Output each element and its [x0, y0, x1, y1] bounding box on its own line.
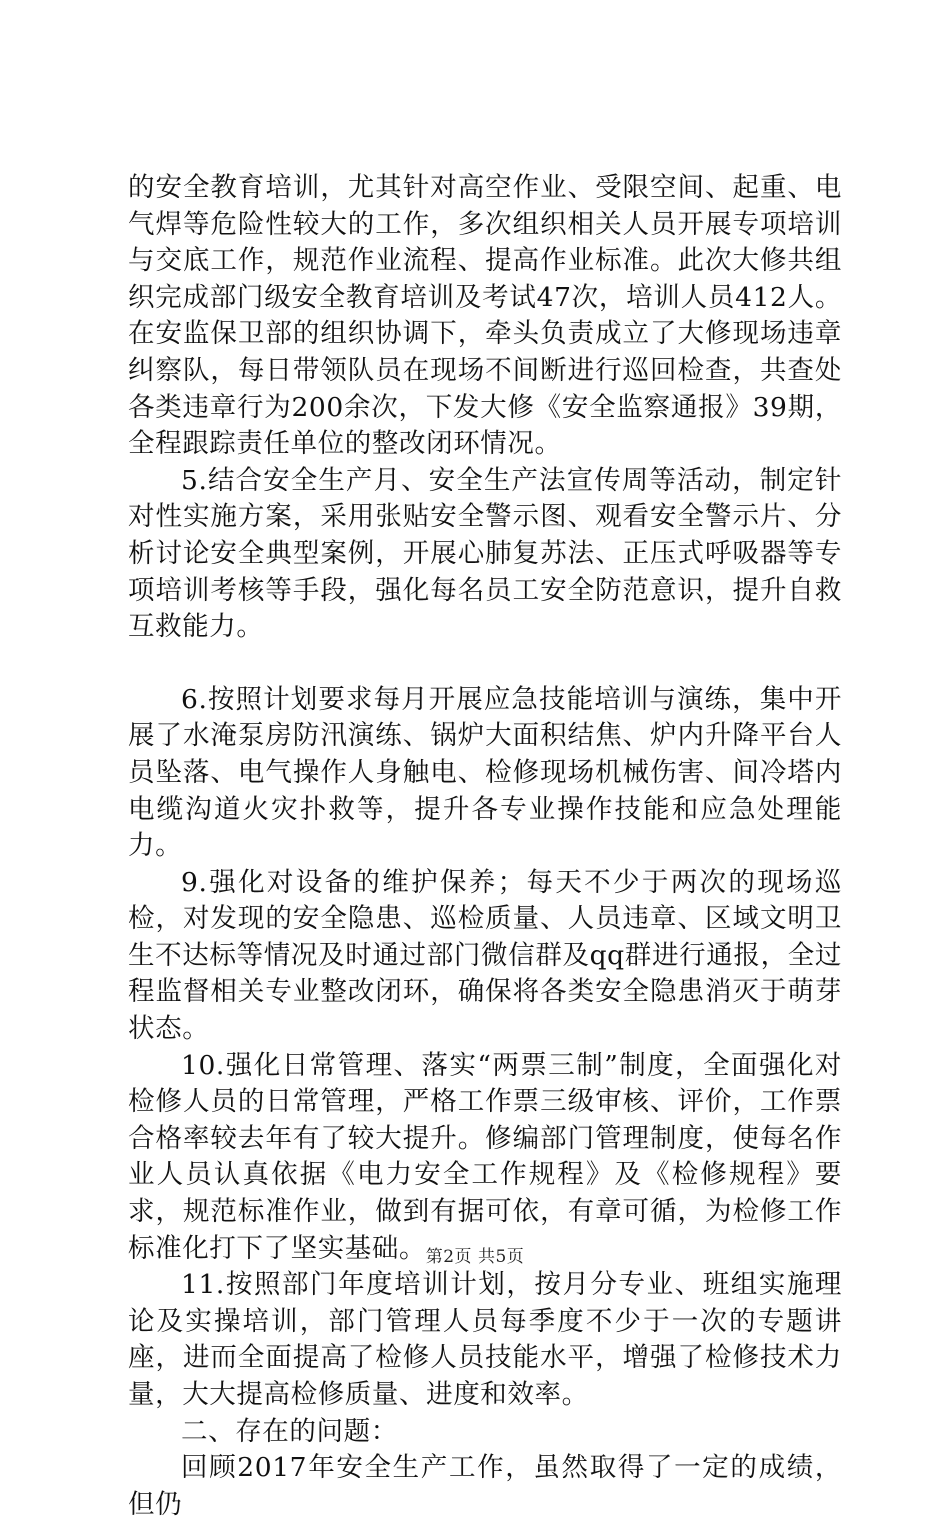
paragraph-item-6: 6.按照计划要求每月开展应急技能培训与演练，集中开展了水淹泵房防汛演练、锅炉大面积结焦、炉内升降平台人员坠落、电气操作人身触电、检修现场机械伤害、间冷塔内电缆沟道火灾扑救等，提升各专业操作技能和应急处理能力。 [128, 683, 842, 862]
paragraph-item-10: 10.强化日常管理、落实“两票三制”制度，全面强化对检修人员的日常管理，严格工作票三级审核、评价，工作票合格率较去年有了较大提升。修编部门管理制度，使每名作业人员认真依据《电力安全工作规程》及《检修规程》要求，规范标准作业，做到有据可依，有章可循，为检修工作标准化打下了坚实基础。 [128, 1049, 842, 1264]
paragraph-review: 回顾2017年安全生产工作，虽然取得了一定的成绩，但仍 [128, 1452, 842, 1520]
paragraph-item-5: 5.结合安全生产月、安全生产法宣传周等活动，制定针对性实施方案，采用张贴安全警示图、观看安全警示片、分析讨论安全典型案例，开展心肺复苏法、正压式呼吸器等专项培训考核等手段，强化每名员工安全防范意识，提升自救互救能力。 [128, 464, 842, 643]
paragraph-item-9: 9.强化对设备的维护保养；每天不少于两次的现场巡检，对发现的安全隐患、巡检质量、人员违章、区域文明卫生不达标等情况及时通过部门微信群及qq群进行通报，全过程监督相关专业整改闭环，确保将各类安全隐患消灭于萌芽状态。 [128, 866, 842, 1045]
section-heading-problems: 二、存在的问题： [181, 1415, 398, 1447]
document-body [128, 170, 842, 1523]
page-number-label: 第2页 共5页 [425, 1247, 525, 1267]
page-footer [0, 1242, 950, 1267]
paragraph-continuation: 的安全教育培训，尤其针对高空作业、受限空间、起重、电气焊等危险性较大的工作，多次组织相关人员开展专项培训与交底工作，规范作业流程、提高作业标准。此次大修共组织完成部门级安全教育培训及考试47次，培训人员412人。在安监保卫部的组织协调下，牵头负责成立了大修现场违章纠察队，每日带领队员在现场不间断进行巡回检查，共查处各类违章行为200余次，下发大修《安全监察通报》39期，全程跟踪责任单位的整改闭环情况。 [128, 172, 842, 460]
paragraph-item-11: 11.按照部门年度培训计划，按月分专业、班组实施理论及实操培训，部门管理人员每季度不少于一次的专题讲座，进而全面提高了检修人员技能水平，增强了检修技术力量，大大提高检修质量、进度和效率。 [128, 1269, 842, 1410]
